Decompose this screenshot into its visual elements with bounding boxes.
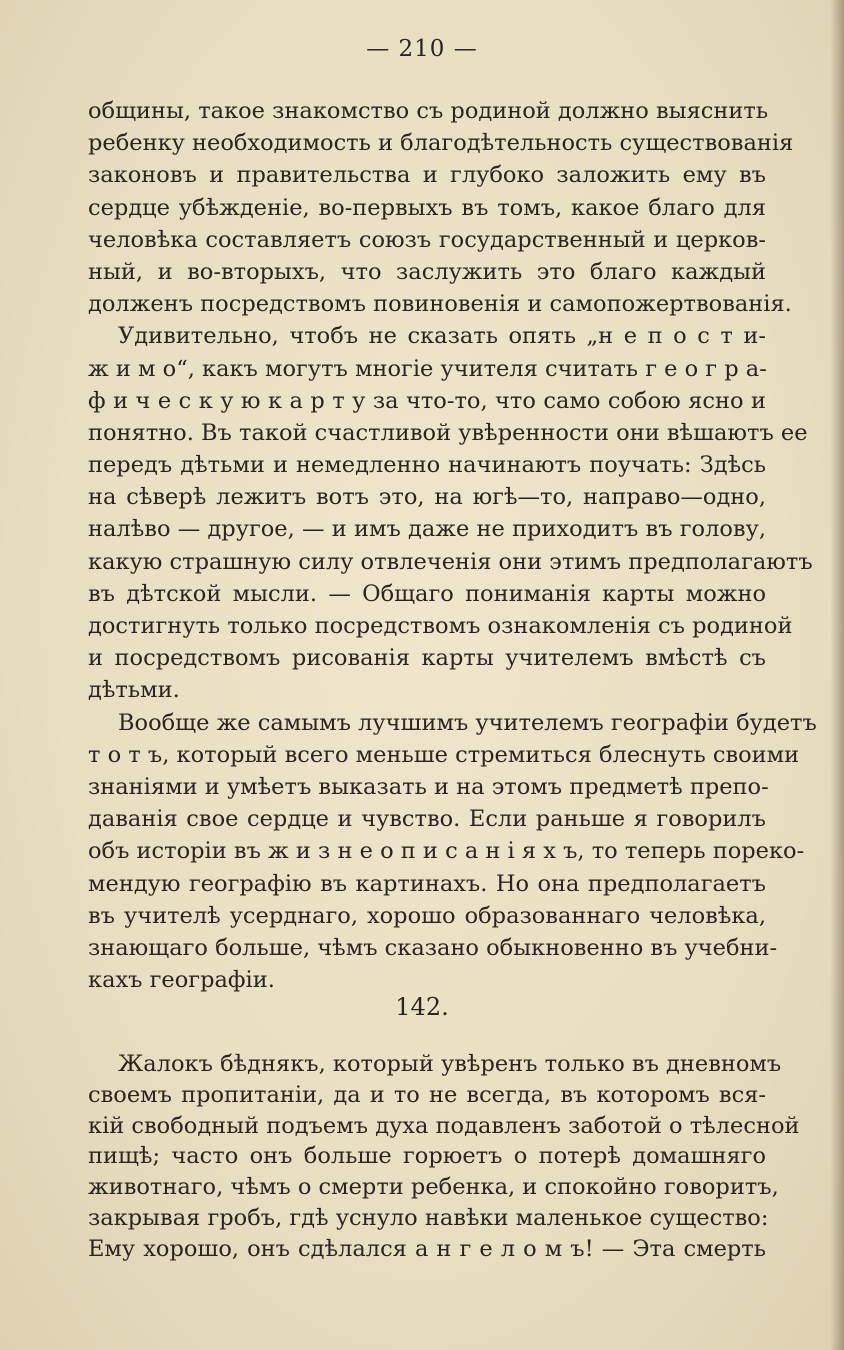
text-line: общины, такое знакомство съ родиной должно выяснить (88, 98, 769, 124)
text-line: кахъ географіи. (88, 967, 275, 994)
text-line: Удивительно, чтобъ не сказать опять „н е п о с т и- (118, 323, 766, 350)
text-line: на сѣверѣ лежитъ вотъ это, на югѣ—то, направо—одно, (88, 484, 766, 511)
text-line: дѣтьми. (88, 677, 180, 704)
page-edge-shadow (830, 0, 844, 1350)
text-line: ж и м о“, какъ могутъ многіе учителя считать г е о г р а- (88, 355, 767, 382)
text-line: пищѣ; часто онъ больше горюетъ о потерѣ домашняго (88, 1143, 766, 1170)
text-line: передъ дѣтьми и немедленно начинаютъ поучать: Здѣсь (88, 452, 766, 479)
section-number: 142. (395, 993, 449, 1021)
paragraph-3 (88, 707, 817, 997)
text-line: достигнуть только посредствомъ ознакомленія съ родиной (88, 613, 793, 639)
text-line: объ исторіи въ ж и з н е о п и с а н і я х ъ, то теперь пореко- (88, 838, 805, 865)
text-line: въ дѣтской мысли. — Общаго пониманія карты можно (88, 580, 766, 607)
text-line: въ учителѣ усерднаго, хорошо образованнаго человѣка, (88, 902, 766, 929)
page-number: — 210 — (366, 36, 478, 62)
text-line: знающаго больше, чѣмъ сказано обыкновенно въ учебни- (88, 934, 778, 961)
body-text (88, 95, 817, 996)
text-line: Вообще же самымъ лучшимъ учителемъ географіи будетъ (118, 709, 817, 736)
text-line: ный, и во-вторыхъ, что заслужить это благо каждый (88, 258, 766, 285)
text-line: знаніями и умѣетъ выказать и на этомъ предметѣ препо- (88, 773, 769, 800)
text-line: кій свободный подъемъ духа подавленъ заботой о тѣлесной (88, 1112, 800, 1139)
paragraph-1 (88, 95, 794, 320)
text-line: ф и ч е с к у ю к а р т у за что-то, что само собою ясно и (88, 387, 766, 414)
text-line: ребенку необходимость и благодѣтельность существованія (88, 130, 794, 157)
text-line: т о т ъ, который всего меньше стремиться блеснуть своими (88, 741, 800, 768)
paragraph-2 (88, 320, 813, 706)
text-line: какую страшную силу отвлеченія они этимъ предполагаютъ (88, 548, 813, 575)
text-line: долженъ посредствомъ повиновенія и самопожертвованія. (88, 291, 792, 318)
text-line: и посредствомъ рисованія карты учителемъ вмѣстѣ съ (88, 645, 766, 672)
text-line: даванія свое сердце и чувство. Если раньше я говорилъ (88, 806, 766, 833)
text-line: человѣка составляетъ союзъ государственный и церков- (88, 226, 766, 253)
text-line: законовъ и правительства и глубоко заложить ему въ (88, 162, 766, 189)
text-line: своемъ пропитаніи, да и то не всегда, въ которомъ вся- (88, 1081, 766, 1108)
text-line: Жалокъ бѣднякъ, который увѣренъ только въ дневномъ (118, 1051, 782, 1077)
section-text (88, 1049, 800, 1265)
text-line: закрывая гробъ, гдѣ уснуло навѣки маленькое существо: (88, 1204, 769, 1231)
text-line: понятно. Въ такой счастливой увѣренности они вѣшаютъ ее (88, 419, 808, 446)
text-line: мендую географію въ картинахъ. Но она предполагаетъ (88, 870, 766, 897)
text-line: животнаго, чѣмъ о смерти ребенка, и спокойно говоритъ, (88, 1174, 779, 1201)
text-line: Ему хорошо, онъ сдѣлался а н г е л о м ъ! — Эта смерть (88, 1235, 766, 1262)
text-line: сердце убѣжденіе, во-первыхъ въ томъ, какое благо для (88, 194, 766, 221)
text-line: налѣво — другое, — и имъ даже не приходитъ въ голову, (88, 516, 766, 543)
